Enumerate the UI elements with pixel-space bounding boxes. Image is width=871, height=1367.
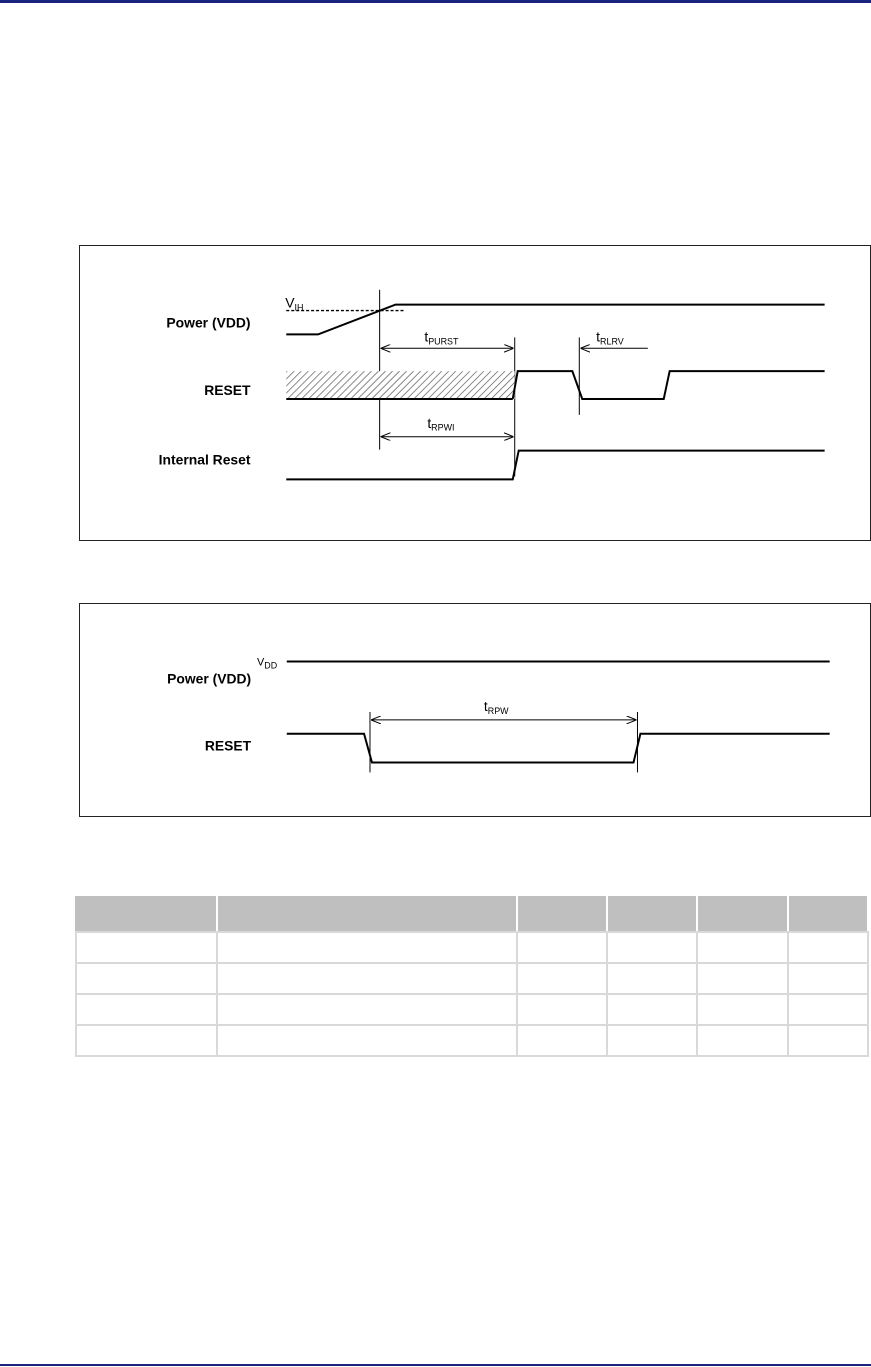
signal-label-reset: RESET	[204, 737, 252, 754]
table-cell	[788, 994, 868, 1025]
vih-label: $V_{IH}$	[285, 294, 304, 313]
table-header-cell	[517, 896, 607, 932]
signal-label-internal-reset: Internal Reset	[158, 451, 251, 468]
table-header-cell	[607, 896, 697, 932]
table-cell	[697, 932, 788, 963]
t-rpw-label: $t_{RPW}$	[483, 697, 509, 716]
table-cell	[517, 994, 607, 1025]
table-header-cell	[76, 896, 217, 932]
table-cell	[217, 932, 517, 963]
signal-label-reset: RESET	[204, 381, 251, 398]
table-row	[76, 994, 868, 1025]
table-header-cell	[697, 896, 788, 932]
power-waveform	[286, 305, 824, 335]
t-rlrv-label: $t_{RLRV}$	[596, 328, 624, 347]
table-cell	[607, 963, 697, 994]
t-rpwi-label: $t_{RPWI}$	[427, 414, 455, 433]
timing-diagram-1-svg	[80, 246, 870, 540]
reset-waveform	[513, 371, 825, 399]
t-purst-label: $t_{PURST}$	[424, 328, 459, 347]
table-header-cell	[788, 896, 868, 932]
table-cell	[217, 994, 517, 1025]
header-rule	[0, 0, 871, 3]
reset-waveform	[287, 734, 830, 763]
table-cell	[697, 994, 788, 1025]
table-cell	[517, 1025, 607, 1056]
table-cell	[607, 1025, 697, 1056]
vdd-label: $V_{DD}$	[257, 656, 278, 671]
table-header-row	[76, 896, 868, 932]
table-cell	[607, 932, 697, 963]
table-cell	[697, 1025, 788, 1056]
table-cell	[607, 994, 697, 1025]
timing-parameter-table	[75, 896, 869, 1057]
table-cell	[76, 1025, 217, 1056]
table-cell	[76, 932, 217, 963]
table-row	[76, 1025, 868, 1056]
table-cell	[788, 1025, 868, 1056]
table-cell	[788, 932, 868, 963]
table-cell	[217, 963, 517, 994]
footer-rule	[0, 1364, 871, 1366]
internal-reset-waveform	[286, 451, 824, 480]
reset-undefined-region	[286, 371, 514, 399]
table-cell	[788, 963, 868, 994]
table-cell	[76, 963, 217, 994]
timing-diagram-2-svg	[80, 604, 870, 816]
table-row	[76, 932, 868, 963]
table-cell	[76, 994, 217, 1025]
table-header-cell	[217, 896, 517, 932]
reset-pulse-timing-diagram	[79, 603, 871, 817]
table-cell	[517, 932, 607, 963]
signal-label-power: Power (VDD)	[167, 670, 252, 687]
table-cell	[217, 1025, 517, 1056]
table-row	[76, 963, 868, 994]
table-cell	[697, 963, 788, 994]
table-cell	[517, 963, 607, 994]
signal-label-power: Power (VDD)	[166, 314, 251, 331]
power-on-reset-timing-diagram	[79, 245, 871, 541]
